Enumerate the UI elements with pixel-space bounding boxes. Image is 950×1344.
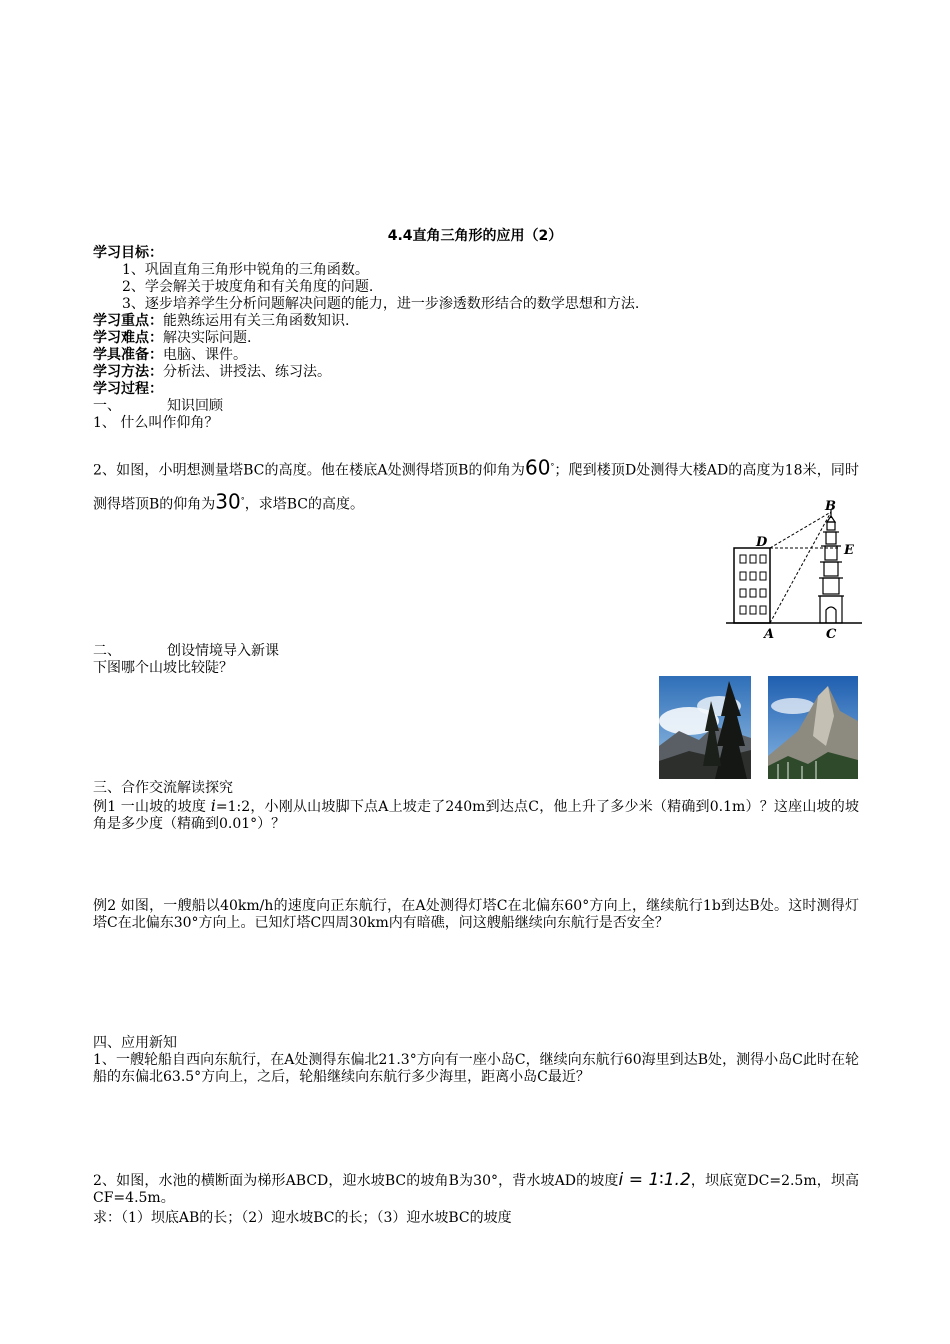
angle-60: 60 (524, 455, 551, 480)
label-d: D (756, 535, 768, 550)
mountain-photo-right (768, 676, 858, 779)
methods-label: 学习方法： (93, 364, 163, 380)
angle-30: 30 (215, 489, 241, 514)
tools (93, 347, 247, 364)
label-b: B (825, 499, 836, 514)
practice-2 (93, 1172, 859, 1207)
degree-mark: ° (550, 462, 555, 471)
practice-2-text: 2、如图，水池的横断面为梯形ABCD，迎水坡BC的坡角B为30°，背水坡AD的坡度 (93, 1173, 619, 1189)
methods-text: 分析法、讲授法、练习法。 (163, 364, 331, 380)
example-1 (93, 797, 859, 833)
tools-text: 电脑、课件。 (163, 347, 247, 363)
slope-formula: i = 1∶1.2 (618, 1170, 691, 1190)
section1-title: 知识回顾 (167, 398, 223, 414)
section3-heading: 三、合作交流解读探究 (93, 780, 233, 796)
degree-mark: ° (240, 495, 245, 505)
example-2: 例2 如图，一艘船以40km/h的速度向正东航行，在A处测得灯塔C在北偏东60°方向上，继续航行1b到达B处。这时测得灯塔C在北偏东30°方向上。已知灯塔C四周30km内有暗礁，问这艘船继续向东航行是否安全？ (93, 898, 859, 931)
page-title: 4.4直角三角形的应用（2） (387, 228, 563, 244)
key-points (93, 313, 349, 330)
section2-question: 下图哪个山坡比较陡？ (93, 660, 233, 676)
question-1: 1、 什么叫作仰角？ (93, 415, 219, 431)
practice-2-ask: 求：（1）坝底AB的长；（2）迎水坡BC的长；（3）迎水坡BC的坡度 (93, 1210, 512, 1226)
objective-item: 2、学会解关于坡度角和有关角度的问题. (122, 279, 374, 295)
section1-num: 一、 (93, 398, 121, 414)
label-e: E (844, 543, 854, 558)
label-a: A (764, 627, 775, 642)
methods (93, 364, 331, 381)
section4-heading: 四、应用新知 (93, 1035, 177, 1051)
practice-2-text: ，坝底宽DC=2.5m，坝高CF=4.5m。 (93, 1173, 859, 1206)
mountain-photo-left (659, 676, 751, 779)
question-2-text: 2、如图，小明想测量塔BC的高度。他在楼底A处测得塔顶B的仰角为 (93, 462, 525, 479)
example-1-text: =1:2，小刚从山坡脚下点A上坡走了240m到达点C，他上升了多少米（精确到0.1m）？这座山坡的坡角是多少度（精确到0.01°）？ (93, 799, 859, 832)
process-label: 学习过程： (93, 381, 163, 397)
section1-heading (93, 398, 223, 415)
difficulty (93, 330, 251, 347)
tools-label: 学具准备： (93, 347, 163, 363)
key-points-label: 学习重点： (93, 313, 163, 329)
practice-1: 1、一艘轮船自西向东航行，在A处测得东偏北21.3°方向有一座小岛C，继续向东航行60海里到达B处，测得小岛C此时在轮船的东偏北63.5°方向上，之后，轮船继续向东航行多少海里，距离小岛C最近？ (93, 1052, 859, 1085)
objective-item: 1、巩固直角三角形中锐角的三角函数。 (122, 262, 369, 278)
section2-heading (93, 643, 279, 660)
difficulty-label: 学习难点： (93, 330, 163, 346)
objectives-label: 学习目标： (93, 245, 163, 261)
example-1-text: 例1 一山坡的坡度 (93, 799, 211, 815)
label-c: C (826, 627, 837, 642)
tower-figure (726, 498, 866, 643)
slope-symbol: i (210, 796, 216, 815)
section2-title: 创设情境导入新课 (167, 643, 279, 659)
difficulty-text: 解决实际问题. (163, 330, 252, 346)
question-2-text: ，求塔BC的高度。 (244, 496, 365, 513)
key-points-text: 能熟练运用有关三角函数知识. (163, 313, 350, 329)
section2-num: 二、 (93, 643, 121, 659)
question-2-text: ；爬到楼顶D处测得大楼AD的高度为18米，同时测得塔顶B的仰角为 (93, 462, 859, 513)
objective-item: 3、逐步培养学生分析问题解决问题的能力，进一步渗透数形结合的数学思想和方法. (122, 296, 640, 312)
